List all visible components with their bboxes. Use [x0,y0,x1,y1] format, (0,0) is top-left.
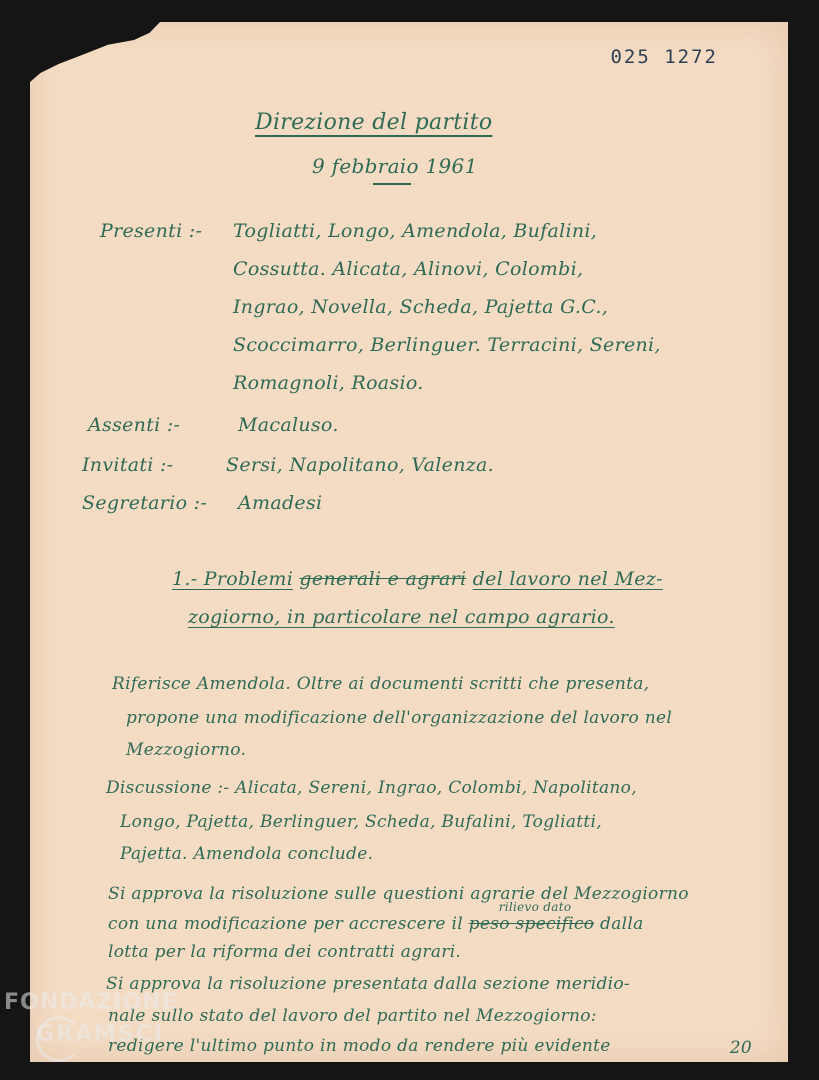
archive-number: 025 1272 [610,46,718,68]
watermark-line2: GRAMSCI [36,1022,165,1047]
resolution-text: con una modificazione per accrescere il [108,914,463,934]
agenda-item-prefix: 1.- Problemi [172,568,294,590]
report-line: propone una modificazione dell'organizzazione del lavoro nel [126,708,673,728]
watermark-line1: FONDAZIONE [4,990,178,1015]
resolution-text: dalla [600,914,644,934]
struck-words: peso specifico [468,914,595,934]
report-line: Mezzogiorno. [126,740,247,760]
agenda-item-line2: zogiorno, in particolare nel campo agrario. [188,606,615,628]
assenti-names: Macaluso. [238,414,339,436]
page-number: 20 [729,1038,752,1058]
resolution-line-with-correction [108,900,644,934]
presenti-line: Ingrao, Novella, Scheda, Pajetta G.C., [233,296,609,318]
title-rule [373,183,411,185]
interlinear-insertion: rilievo dato [498,900,572,914]
resolution-line: redigere l'ultimo punto in modo da rendere più evidente [108,1036,611,1056]
presenti-line: Togliatti, Longo, Amendola, Bufalini, [233,220,598,242]
report-line: Riferisce Amendola. Oltre ai documenti scritti che presenta, [112,674,650,694]
presenti-line: Scoccimarro, Berlinguer. Terracini, Sereni, [233,334,661,356]
correction [468,900,600,934]
presenti-line: Romagnoli, Roasio. [233,372,424,394]
presenti-line: Cossutta. Alicata, Alinovi, Colombi, [233,258,584,280]
agenda-item-rest: del lavoro nel Mez- [472,568,663,590]
discussion-line: Longo, Pajetta, Berlinguer, Scheda, Bufalini, Togliatti, [120,812,602,832]
invitati-names: Sersi, Napolitano, Valenza. [226,454,495,476]
segretario-label: Segretario :- [82,492,208,514]
resolution-line: lotta per la riforma dei contratti agrari. [108,942,462,962]
discussion-line: Pajetta. Amendola conclude. [120,844,374,864]
resolution-line: nale sullo stato del lavoro del partito nel Mezzogiorno: [108,1006,597,1026]
torn-corner [30,22,160,82]
segretario-name: Amadesi [238,492,323,514]
resolution-line: Si approva la risoluzione presentata dalla sezione meridio- [106,974,630,994]
discussion-line: Discussione :- Alicata, Sereni, Ingrao, Colombi, Napolitano, [106,778,637,798]
agenda-item-line1 [172,568,663,590]
invitati-label: Invitati :- [82,454,174,476]
assenti-label: Assenti :- [88,414,181,436]
document-page [30,22,788,1062]
resolution-line: Si approva la risoluzione sulle questioni agrarie del Mezzogiorno [108,884,689,904]
agenda-item-struck: generali e agrari [299,568,467,590]
document-date: 9 febbraio 1961 [312,154,478,178]
presenti-label: Presenti :- [100,220,203,242]
document-title: Direzione del partito [255,110,493,135]
